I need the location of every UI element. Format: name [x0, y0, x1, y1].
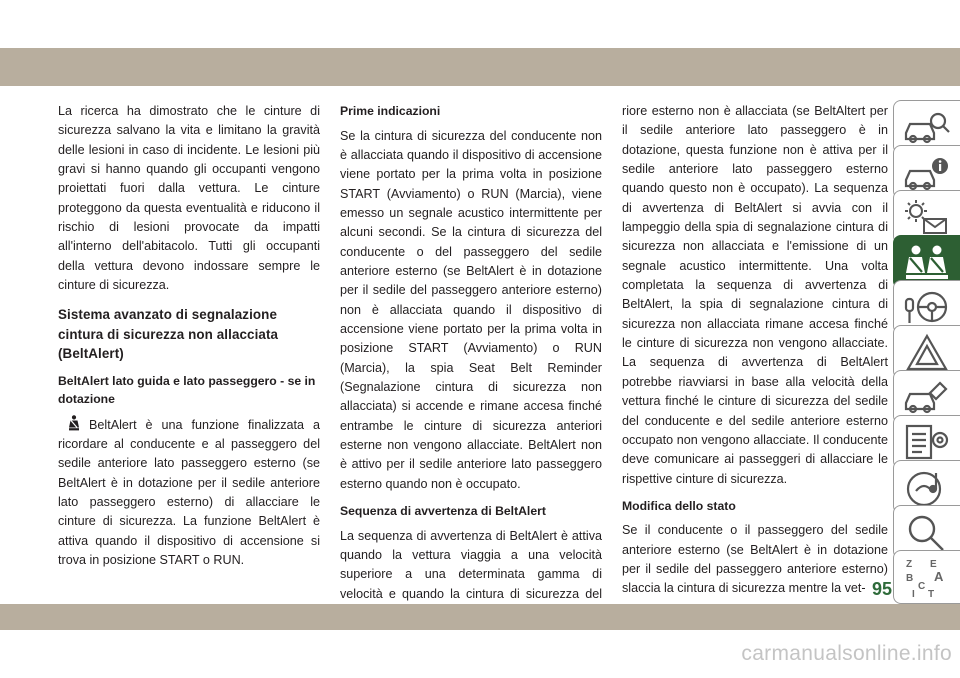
- maintenance-checklist-icon: [902, 422, 952, 464]
- column-1: [58, 102, 320, 570]
- modifica-paragraph: Se il conducente o il passeggero del sedile anteriore esterno (se BeltAlert è in dotazione per il sedile del passeggero anteriore esterno) slaccia la cintura di sicurezza mentre la vet-: [622, 523, 888, 596]
- seatbelt-warning-icon: [67, 415, 81, 431]
- hazard-warning-icon: [902, 332, 952, 374]
- search-index-icon: [902, 512, 952, 554]
- column-2: [340, 102, 602, 623]
- subheading-beltalert-sides: BeltAlert lato guida e lato passeggero - se in dotazione: [58, 373, 316, 407]
- index-letter: E: [930, 559, 937, 570]
- index-letter: T: [928, 589, 935, 599]
- section-heading-beltalert: Sistema avanzato di segnalazione cintura di sicurezza non allacciata (BeltAlert): [58, 307, 279, 362]
- top-band: [0, 48, 960, 86]
- sequenza-paragraph: La sequenza di avvertenza di BeltAlert è attiva quando la vettura viaggia a una velocità superiore a una determinata gamma di velocità e quando la cintura di sicurezza del: [340, 528, 602, 601]
- page-number: 95: [871, 579, 892, 599]
- key-steering-wheel-icon: [902, 287, 952, 329]
- car-service-icon: [902, 377, 952, 419]
- beltalert-body-text: BeltAlert è una funzione finalizzata a ricordare al conducente e al passeggero del sedile anteriore lato passeggero esterno (se BeltAlert è in dotazione per il sedile anteriore lato passeggero esterno) di allacciare le cinture di sicurezza. La funzione BeltAlert è attiva quando il dispositivo di accensione si trova in posizione START o RUN.: [58, 417, 320, 568]
- car-search-icon: [902, 107, 952, 149]
- car-info-icon: [902, 152, 952, 194]
- prime-indicazioni-paragraph: Se la cintura di sicurezza del conducente non è allacciata quando il dispositivo di accensione viene portato per la prima volta in posizione START (Avviamento) o RUN (Marcia), viene emesso un segnale acustico intermittente per alcuni secondi. Se la cintura di sicurezza del conducente o del passeggero del sedile anteriore esterno (se BeltAlert è in dotazione per il sedile del passeggero anteriore esterno) non è allacciata quando il dispositivo di accensione viene portato per la prima volta in posizione START (Avviamento) o RUN (Marcia), la spia Seat Belt Reminder (Segnalazione cintura di sicurezza non allacciata) si accende e rimane accesa finché entrambe le cinture di sicurezza anteriori esterne non vengono allacciate. BeltAlert non è attivo per il sedile anteriore lato passeggero esterno quando non è occupato.: [340, 128, 602, 491]
- heading-modifica-stato: Modifica dello stato: [622, 498, 736, 513]
- watermark: carmanualsonline.info: [741, 642, 952, 665]
- index-letter: Z: [906, 559, 913, 570]
- heading-prime-indicazioni: Prime indicazioni: [340, 104, 441, 118]
- index-letter: I: [912, 589, 915, 599]
- beltalert-paragraph: [58, 415, 320, 571]
- tab-language-index[interactable]: [893, 550, 960, 604]
- index-letter: C: [918, 581, 926, 592]
- lights-message-icon: [902, 197, 952, 239]
- multimedia-icon: [902, 467, 952, 509]
- column-3: [622, 102, 888, 599]
- language-index-icon: [902, 557, 952, 599]
- intro-paragraph: La ricerca ha dimostrato che le cinture di sicurezza salvano la vita e limitano la gravità delle lesioni in caso di incidente. Le lesioni più gravi si hanno quando gli occupanti vengono proiettati fuori dalla vettura. Le cinture proteggono da questa eventualità e riducono il rischio di lesioni provocate da impatti all'interno dell'abitacolo. Tutti gli occupanti della vettura devono indossare sempre le cinture di sicurezza.: [58, 104, 320, 293]
- seatbelt-airbag-icon: [902, 242, 952, 284]
- index-letter: B: [906, 573, 914, 584]
- bottom-band: [0, 604, 960, 630]
- continued-paragraph: riore esterno non è allacciata (se BeltAltert per il sedile anteriore lato passeggero è in dotazione, questa funzione non è attiva per il sedile anteriore lato passeggero esterno quando questo non è occupato). La sequenza di avvertenza di BeltAlert si avvia con il lampeggio della spia di segnalazione cintura di sicurezza non allacciata e l'emissione di un segnale acustico intermittente. Una volta completata la sequenza di avvertenza di BeltAlert, la spia di segnalazione cintura di sicurezza non allacciata rimane accesa finché le cinture di sicurezza non vengono allacciate. La sequenza di avvertenza di BeltAlert potrebbe riavviarsi in base alla velocità della vettura finché le cinture di sicurezza del sedile del conducente e del sedile anteriore esterno occupato non vengono allacciate. Il conducente deve comunicare ai passeggeri di allacciare le rispettive cinture di sicurezza.: [622, 104, 888, 486]
- chapter-tab-sidebar: [893, 100, 960, 602]
- index-letter: A: [934, 569, 944, 584]
- heading-sequenza-avvertenza: Sequenza di avvertenza di BeltAlert: [340, 504, 546, 519]
